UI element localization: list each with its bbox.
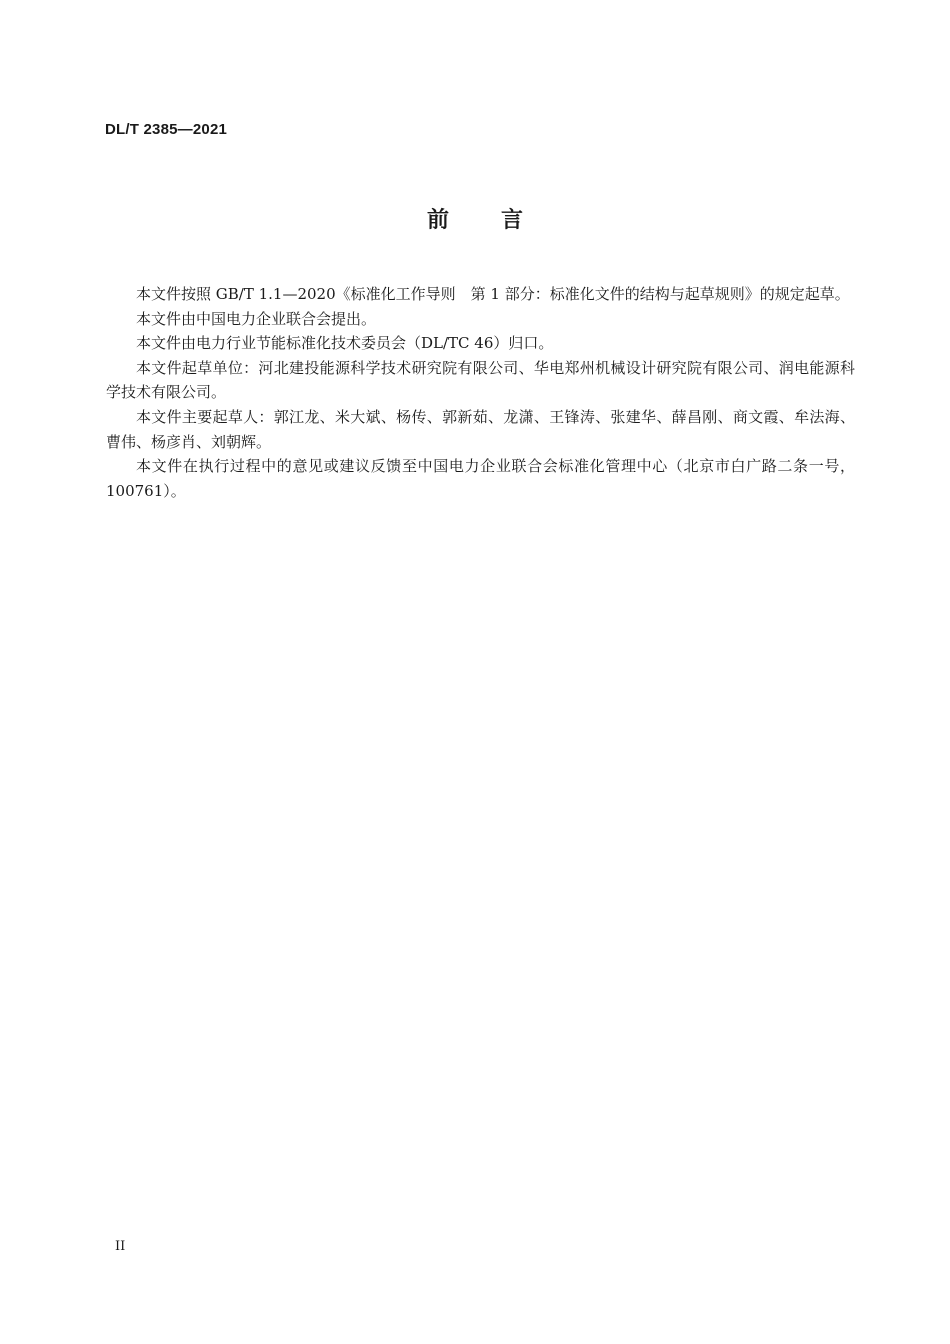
paragraph-feedback: 本文件在执行过程中的意见或建议反馈至中国电力企业联合会标准化管理中心（北京市白广路二条一号，100761）。: [106, 457, 855, 500]
page-title: 前言: [426, 208, 575, 233]
paragraph-committee: 本文件由电力行业节能标准化技术委员会（DL/TC 46）归口。: [136, 334, 554, 353]
paragraph-drafters: 本文件主要起草人：郭江龙、米大斌、杨传、郭新茹、龙潇、王锋涛、张建华、薛昌刚、商文霞、牟法海、曹伟、杨彦肖、刘朝辉。: [106, 407, 855, 451]
foreword-body: [106, 282, 855, 503]
page-number: II: [115, 1239, 126, 1254]
paragraph-drafting-rules: 本文件按照 GB/T 1.1—2020《标准化工作导则 第 1 部分：标准化文件的结构与起草规则》的规定起草。: [136, 285, 850, 303]
document-code: DL/T 2385—2021: [105, 121, 228, 138]
paragraph-drafting-units: 本文件起草单位：河北建投能源科学技术研究院有限公司、华电郑州机械设计研究院有限公司、润电能源科学技术有限公司。: [106, 358, 855, 402]
paragraph-proposer: 本文件由中国电力企业联合会提出。: [136, 309, 377, 328]
